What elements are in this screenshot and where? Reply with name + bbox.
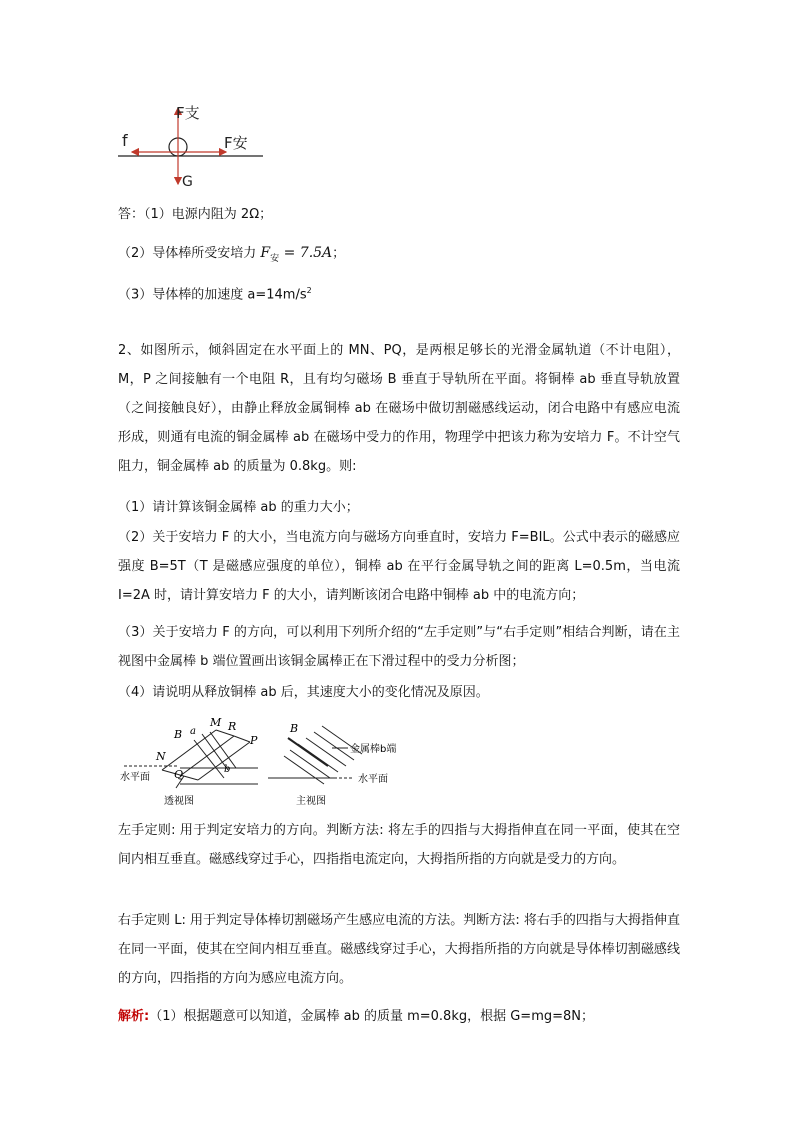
- fig-label-horizontal-2: 水平面: [358, 774, 388, 785]
- formula-symbol: F: [260, 245, 271, 261]
- answer-line-2: [118, 244, 345, 268]
- fig-label-R: R: [228, 720, 237, 733]
- question-2: （2）关于安培力 F 的大小，当电流方向与磁场方向垂直时，安培力 F=BIL。公式中表示的磁感应强度 B=5T（T 是磁感应强度的单位），铜棒 ab 在平行金属导轨之间的距离 L=0.5m，当电流 I=2A 时，请计算安培力 F 的大小，请判断该闭合电路中铜棒 ab 中的电流方向；: [118, 530, 680, 603]
- caption-front: 主视图: [296, 796, 326, 807]
- fig-label-N: N: [156, 750, 166, 763]
- front-view: [268, 726, 362, 784]
- fig-label-b: b: [224, 764, 231, 775]
- formula-value: = 7.5A: [279, 245, 333, 261]
- fig-label-horizontal: 水平面: [120, 772, 150, 783]
- fig-label-M: M: [210, 716, 222, 729]
- fig-label-Q: Q: [174, 768, 184, 781]
- fig-label-a: a: [190, 726, 196, 737]
- question-intro: 2、如图所示，倾斜固定在水平面上的 MN、PQ，是两根足够长的光滑金属轨道（不计电阻），M，P 之间接触有一个电阻 R，且有均匀磁场 B 垂直于导轨所在平面。将铜棒 ab 垂直导轨放置（之间接触良好），由静止释放金属铜棒 ab 在磁场中做切割磁感线运动，闭合电路中有感应电流形成，则通有电流的铜金属棒 ab 在磁场中受力的作用，物理学中把该力称为安培力 F。不计空气阻力，铜金属棒 ab 的质量为 0.8kg。则:: [118, 343, 680, 474]
- label-ampere: F安: [224, 134, 248, 152]
- solution-text: （1）根据题意可以知道，金属棒 ab 的质量 m=0.8kg，根据 G=mg=8N；: [149, 1009, 595, 1024]
- label-friction: f: [122, 131, 128, 150]
- answer-text-1: （1）电源内阻为 2Ω；: [144, 207, 273, 222]
- fig-label-P: P: [250, 734, 258, 747]
- answer-text-3: （3）导体棒的加速度 a=14m/s: [118, 287, 307, 303]
- caption-perspective: 透视图: [164, 796, 194, 807]
- answer-line-1: [118, 206, 272, 224]
- right-hand-rule: 右手定则 L: 用于判定导体棒切割磁场产生感应电流的方法。判断方法: 将右手的四指与大拇指伸直在同一平面，使其在空间内相互垂直。磁感线穿过手心，大拇指所指的方向就是导体棒切割磁感线的方向，四指指的方向为感应电流方向。: [118, 913, 680, 986]
- ampere-formula: [260, 245, 333, 264]
- force-diagram: [118, 98, 263, 190]
- rails-figure: [118, 714, 418, 810]
- answer-sup-3: 2: [306, 286, 312, 295]
- answer-line-3: [118, 282, 312, 304]
- answer-end-2: ；: [332, 246, 346, 261]
- answer-prefix: 答：: [118, 207, 145, 222]
- solution-line: [118, 1002, 680, 1031]
- formula-subscript: 安: [270, 253, 280, 264]
- fig-label-rod-end: 金属棒b端: [350, 744, 397, 755]
- fig-label-B2: B: [290, 722, 299, 735]
- left-hand-rule: 左手定则: 用于判定安培力的方向。判断方法: 将左手的四指与大拇指伸直在同一平面，使其在空间内相互垂直。磁感线穿过手心，四指指电流定向，大拇指所指的方向就是受力的方向。: [118, 823, 680, 867]
- question-4: （4）请说明从释放铜棒 ab 后，其速度大小的变化情况及原因。: [118, 685, 489, 700]
- label-support: F支: [176, 104, 200, 122]
- answer-text-2: （2）导体棒所受安培力: [118, 246, 257, 261]
- label-gravity: G: [182, 174, 193, 190]
- question-1: （1）请计算该铜金属棒 ab 的重力大小；: [118, 500, 359, 515]
- question-3: （3）关于安培力 F 的方向，可以利用下列所介绍的“左手定则”与“右手定则”相结合判断，请在主视图中金属棒 b 端位置画出该铜金属棒正在下滑过程中的受力分析图；: [118, 625, 680, 669]
- solution-label: 解析:: [118, 1009, 150, 1024]
- fig-label-B: B: [174, 728, 183, 741]
